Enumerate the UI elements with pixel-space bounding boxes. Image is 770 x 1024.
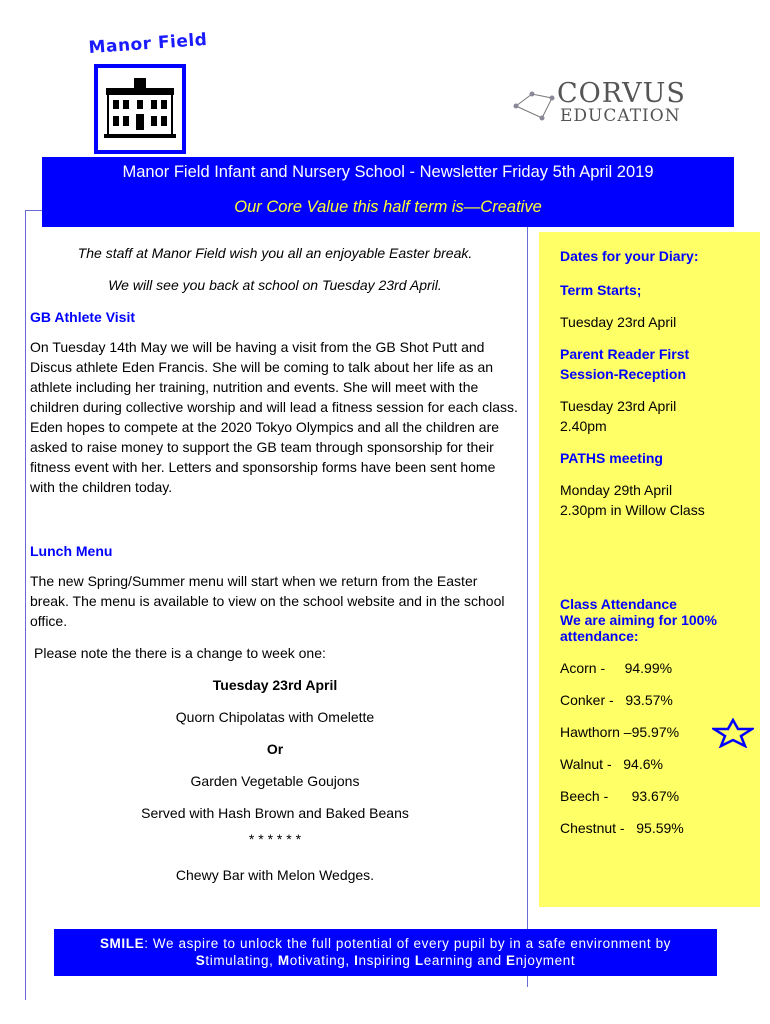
menu-item: Quorn Chipolatas with Omelette xyxy=(175,709,375,725)
star-icon xyxy=(712,718,754,748)
attendance-row: Chestnut - 95.59% xyxy=(560,820,684,836)
footer-line-1 xyxy=(54,935,717,952)
reader-time: 2.40pm xyxy=(560,418,607,434)
diary-heading: Dates for your Diary: xyxy=(560,248,699,264)
smile-word: SMILE xyxy=(99,936,145,951)
menu-item: Or xyxy=(266,741,284,757)
school-logo xyxy=(87,29,209,154)
main-column xyxy=(30,243,520,885)
logo-building-frame xyxy=(94,64,186,154)
paths-date: Monday 29th April xyxy=(560,482,673,498)
letter-e: E xyxy=(506,953,516,968)
attendance-row: Acorn - 94.99% xyxy=(560,660,673,676)
attendance-row: Beech - 93.67% xyxy=(560,788,680,804)
footer-text: timulating, xyxy=(205,953,278,968)
greeting-line-2: We will see you back at school on Tuesday 23rd April. xyxy=(108,277,442,293)
athlete-heading: GB Athlete Visit xyxy=(30,309,136,325)
diary-sidebar xyxy=(539,232,760,907)
footer-text: njoyment xyxy=(515,953,576,968)
corvus-education-logo xyxy=(512,78,722,128)
letter-l: L xyxy=(414,953,424,968)
lunch-body: The new Spring/Summer menu will start when we return from the Easter break. The menu is available to view on the school website and in the school office. xyxy=(30,573,505,629)
corvus-sub: EDUCATION xyxy=(560,106,681,126)
term-date: Tuesday 23rd April xyxy=(560,314,677,330)
school-building-icon xyxy=(104,76,176,142)
menu-date: Tuesday 23rd April xyxy=(212,677,338,693)
reader-date: Tuesday 23rd April xyxy=(560,398,677,414)
letter-m: M xyxy=(277,953,290,968)
footer-text: earning and xyxy=(423,953,507,968)
frame-line-left xyxy=(25,210,26,1000)
lunch-heading: Lunch Menu xyxy=(30,543,113,559)
smile-footer xyxy=(54,929,717,976)
term-heading: Term Starts; xyxy=(560,282,642,298)
logo-school-name: Manor Field xyxy=(87,29,209,59)
attendance-row: Conker - 93.57% xyxy=(560,692,673,708)
page-title: Manor Field Infant and Nursery School - Newsletter Friday 5th April 2019 xyxy=(122,163,654,181)
letter-i: I xyxy=(354,953,359,968)
menu-item: Garden Vegetable Goujons xyxy=(190,773,360,789)
frame-line-divider xyxy=(527,227,528,987)
paths-time: 2.30pm in Willow Class xyxy=(560,502,705,518)
frame-line-top xyxy=(25,210,42,211)
footer-text: : We aspire to unlock the full potential of every pupil by in a safe environment by xyxy=(144,936,672,951)
reader-heading: Parent Reader First xyxy=(560,346,690,362)
attendance-heading: attendance: xyxy=(560,628,639,644)
attendance-heading: We are aiming for 100% xyxy=(560,612,717,628)
newsletter-header xyxy=(42,157,734,227)
lunch-note: Please note the there is a change to week one: xyxy=(34,645,326,661)
menu-item: * * * * * * xyxy=(248,831,302,847)
constellation-icon xyxy=(512,84,558,124)
letter-s: S xyxy=(195,953,206,968)
core-value: Our Core Value this half term is—Creative xyxy=(234,198,542,216)
menu-item: Chewy Bar with Melon Wedges. xyxy=(175,867,375,883)
athlete-body: On Tuesday 14th May we will be having a visit from the GB Shot Putt and Discus athlete Eden Francis. She will be coming to talk about her life as an athlete including her training, nutrition and events. She will meet with the children during collective worship and will lead a fitness session for each class. Eden hopes to compete at the 2020 Tokyo Olympics and all the children are asked to raise money to support the GB team through sponsorship for their fitness event with her. Letters and sponsorship forms have been sent home with the children today. xyxy=(30,339,518,495)
corvus-name: CORVUS xyxy=(557,78,686,109)
attendance-row: Walnut - 94.6% xyxy=(560,756,663,772)
attendance-row: Hawthorn –95.97% xyxy=(560,724,680,740)
footer-text: otivating, xyxy=(289,953,355,968)
paths-heading: PATHS meeting xyxy=(560,450,663,466)
footer-text: nspiring xyxy=(358,953,415,968)
footer-line-2 xyxy=(54,952,717,969)
greeting-line-1: The staff at Manor Field wish you all an enjoyable Easter break. xyxy=(77,245,473,261)
attendance-heading: Class Attendance xyxy=(560,596,677,612)
reader-heading: Session-Reception xyxy=(560,366,687,382)
menu-item: Served with Hash Brown and Baked Beans xyxy=(141,805,409,821)
